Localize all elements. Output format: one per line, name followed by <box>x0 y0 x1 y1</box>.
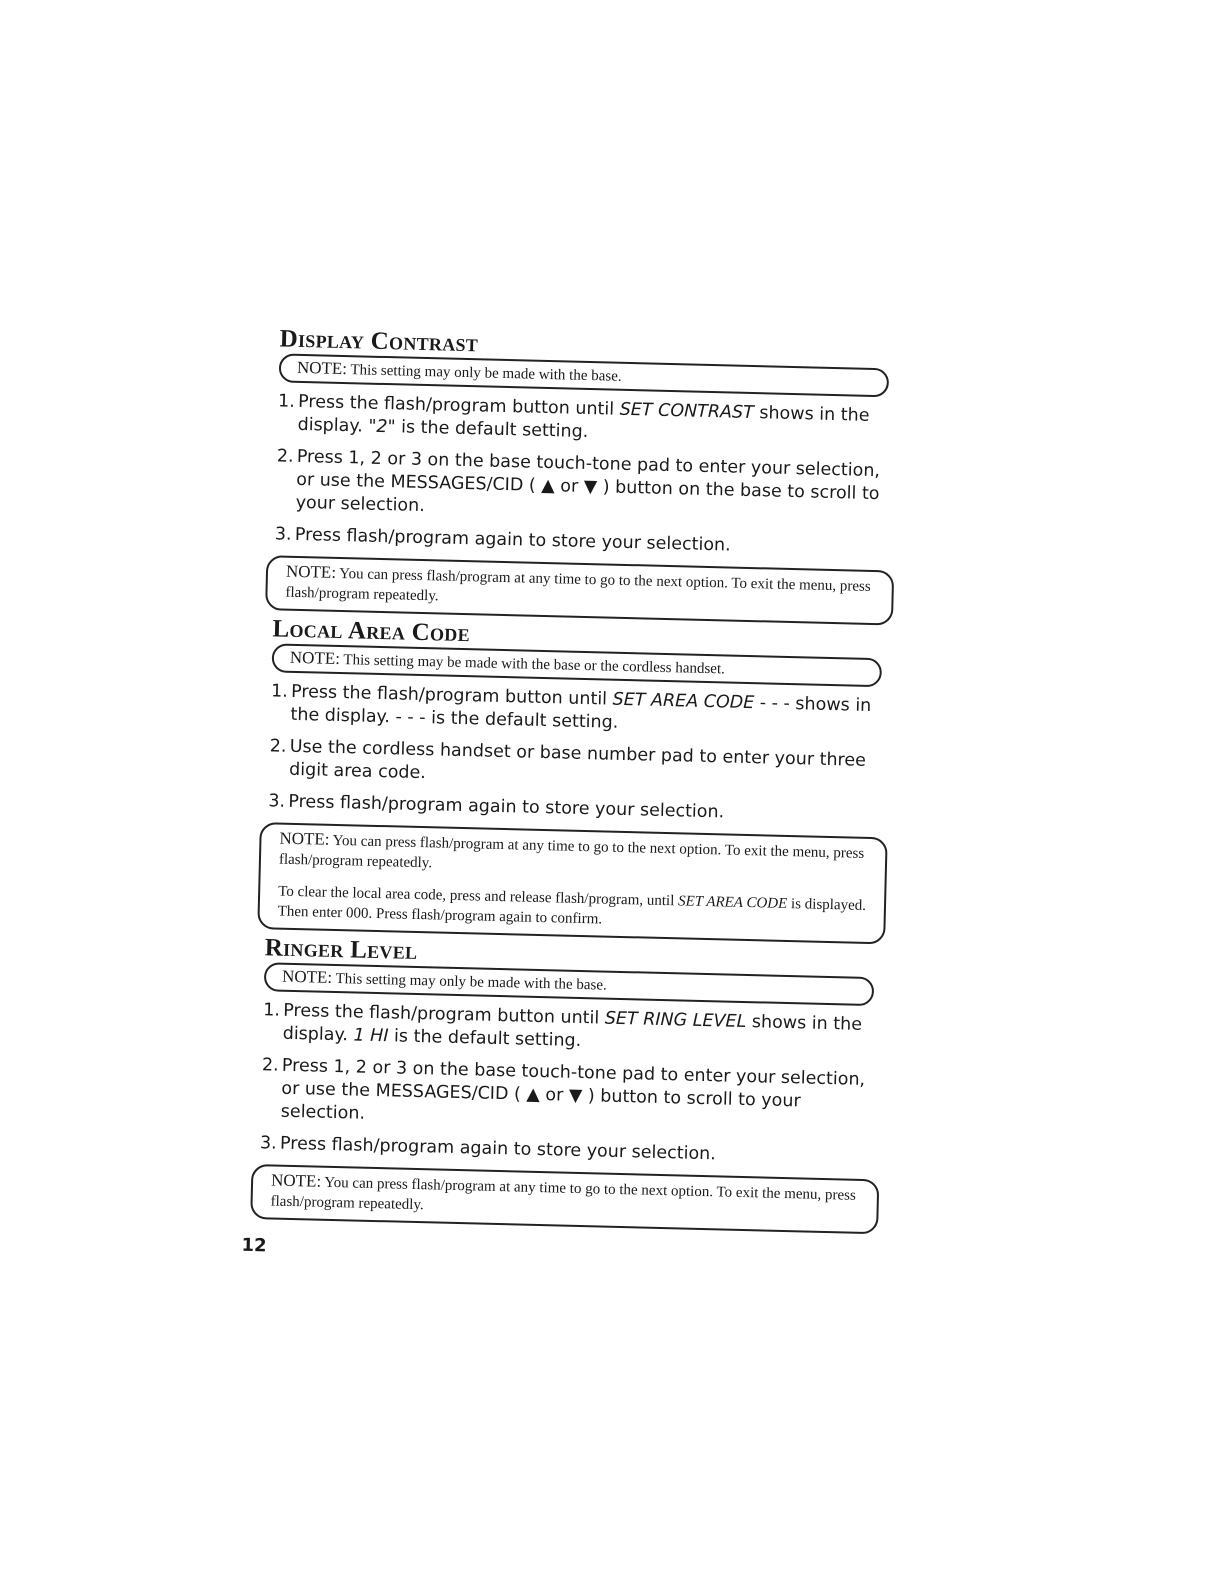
note-paragraph <box>270 1170 861 1225</box>
display-text: SET RING LEVEL <box>604 1008 747 1033</box>
step-item <box>269 735 880 796</box>
note-box <box>265 555 894 625</box>
section-title: Ringer Level <box>264 934 418 965</box>
manual-page <box>239 326 922 1272</box>
step-text: " is the default setting. <box>387 417 589 443</box>
step-item <box>275 445 887 529</box>
step-item <box>277 390 888 451</box>
note-text: You can press flash/program at any time to go to the next option. To exit the menu, press flash/program repeatedly. <box>278 832 865 872</box>
step-number: 3. <box>274 524 292 545</box>
step-text: is the default setting. <box>388 1026 582 1052</box>
step-number: 2. <box>276 446 294 467</box>
note-label: NOTE: <box>296 357 348 379</box>
display-text: 2 <box>376 416 388 438</box>
step-text: Press 1, 2 or 3 on the base touch-tone pad to enter your selection, or use the MESSAGES/CID ( ▲ or ▼ ) button on the base to scroll to your selection. <box>295 446 881 517</box>
step-text: Press 1, 2 or 3 on the base touch-tone pad to enter your selection, or use the MESSAGES/CID ( ▲ or ▼ ) button to scroll to your selection. <box>280 1055 866 1124</box>
step-list <box>250 680 913 829</box>
step-number: 2. <box>269 736 287 757</box>
section-title: Display Contrast <box>279 325 479 358</box>
display-text: SET AREA CODE <box>612 689 755 714</box>
display-text: SET CONTRAST <box>619 399 755 424</box>
note-text: is displayed. Then enter 000. Press flash/program again to confirm. <box>277 896 867 928</box>
section-title: Local Area Code <box>272 615 471 648</box>
step-text: Press the flash/program button until <box>297 391 620 420</box>
step-item <box>268 790 878 828</box>
section-ringer-level <box>240 935 907 1235</box>
step-number: 3. <box>259 1133 277 1154</box>
step-text: - - - shows in the display. - - - is the default setting. <box>290 693 872 733</box>
step-item <box>262 999 873 1060</box>
step-number: 2. <box>261 1055 279 1076</box>
display-text: 1 HI <box>353 1025 389 1047</box>
note-text: You can press flash/program at any time to go to the next option. To exit the menu, press flash/program repeatedly. <box>270 1174 857 1214</box>
step-text: Press the flash/program button until <box>283 1000 606 1029</box>
note-label: NOTE: <box>281 966 333 987</box>
step-text: shows in the display. <box>282 1012 863 1046</box>
note-label: NOTE: <box>279 828 330 849</box>
step-item <box>260 1132 870 1170</box>
step-text: Press flash/program again to store your selection. <box>288 791 725 823</box>
page-number: 12 <box>241 1234 267 1257</box>
step-text: shows in the display. " <box>297 403 870 437</box>
note-label: NOTE: <box>270 1170 322 1191</box>
step-list <box>242 999 906 1171</box>
step-number: 1. <box>277 391 296 412</box>
section-display-contrast <box>255 326 922 626</box>
section-local-area-code <box>247 616 914 945</box>
step-list <box>257 390 921 562</box>
note-text: This setting may only be made with the base. <box>350 362 622 385</box>
note-label: NOTE: <box>285 561 337 582</box>
step-text: Use the cordless handset or base number pad to enter your three digit area code. <box>288 736 867 784</box>
step-number: 1. <box>263 1000 281 1021</box>
note-text: This setting may be made with the base or the cordless handset. <box>343 652 726 678</box>
step-number: 1. <box>270 681 289 702</box>
step-text: Press flash/program again to store your selection. <box>294 524 731 556</box>
note-label: NOTE: <box>289 647 341 669</box>
step-item <box>270 680 881 741</box>
note-box <box>250 1164 879 1234</box>
step-item <box>261 1054 873 1138</box>
note-paragraph <box>285 562 876 617</box>
note-text: You can press flash/program at any time to go to the next option. To exit the menu, press flash/program repeatedly. <box>285 565 871 605</box>
note-text: To clear the local area code, press and release flash/program, until <box>277 883 679 910</box>
note-paragraph <box>279 829 870 884</box>
display-text: SET AREA CODE <box>677 893 788 913</box>
note-text: This setting may only be made with the base. <box>335 970 607 994</box>
step-item <box>275 523 885 561</box>
step-number: 3. <box>268 791 286 812</box>
step-text: Press the flash/program button until <box>290 681 613 710</box>
step-text: Press flash/program again to store your selection. <box>279 1133 717 1165</box>
note-box <box>257 822 887 944</box>
note-paragraph <box>277 882 868 936</box>
